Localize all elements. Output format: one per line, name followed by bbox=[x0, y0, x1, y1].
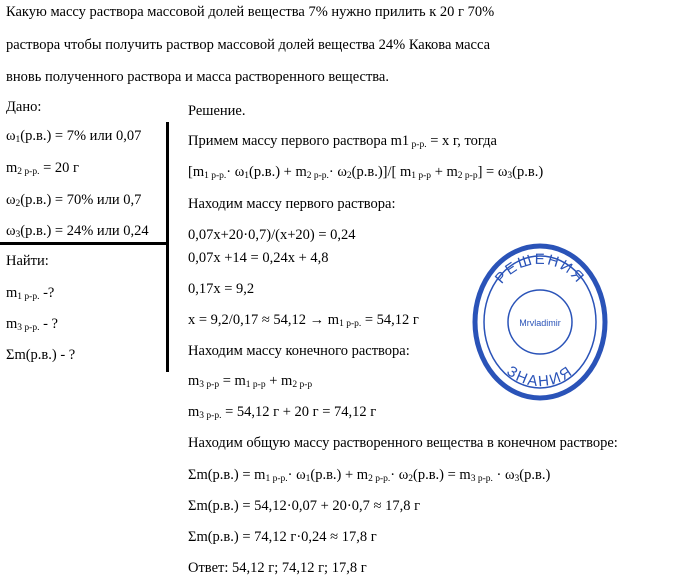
solution-step-14: Σm(р.в.) = 74,12 г·0,24 ≈ 17,8 г bbox=[188, 529, 377, 545]
stamp-seal bbox=[470, 242, 610, 402]
stamp-bottom-text: ЗНАНИЯ bbox=[503, 362, 577, 391]
given-w1: $\omega_1(р.в.) = 7\%$ или 0,07 bbox=[6, 128, 142, 145]
given-find-divider bbox=[0, 242, 168, 245]
solution-step-12: $\Sigma m(р.в.) = m_{1 р-р.}\cdot \omega_1(р.в.) + m_{2 р-р.}\cdot \omega_2(р.в.) = m_{3 р-р.} \cdot \omega_3(р.в.)$ bbox=[188, 467, 551, 484]
given-title: Дано: bbox=[6, 99, 42, 115]
stamp-top-text: РЕШЕНИЯ bbox=[491, 250, 589, 288]
solution-step-10: $m_{3 р-р.} = 54,12$ г + 20 г = 74,12 г bbox=[188, 404, 377, 421]
solution-step-4: 0,07х+20·0,7)/(х+20) = 0,24 bbox=[188, 227, 356, 243]
find-m3: $m_3$ $_{р-р.}$ - ? bbox=[6, 316, 58, 333]
solution-step-6: 0,17х = 9,2 bbox=[188, 281, 255, 297]
solution-title: Решение. bbox=[188, 103, 246, 119]
solution-step-1: Примем массу первого раствора m1 $_{р-р.}$ = х г, тогда bbox=[188, 133, 497, 150]
given-w3: $\omega_3(р.в.) = 24\%$ или 0,24 bbox=[6, 223, 149, 240]
find-m1: $m_1$ $_{р-р.}$ -? bbox=[6, 285, 55, 302]
solution-answer: Ответ: 54,12 г; 74,12 г; 17,8 г bbox=[188, 560, 367, 576]
given-w2: $\omega_2(р.в.) = 70\%$ или 0,7 bbox=[6, 192, 142, 209]
find-title: Найти: bbox=[6, 253, 49, 269]
problem-line-2: раствора чтобы получить раствор массовой долей вещества 24% Какова масса bbox=[6, 37, 491, 53]
given-m2: $m_2$ $_{р-р.}$ = 20 г bbox=[6, 160, 79, 177]
stamp-center-text: Mrvladimir bbox=[519, 318, 561, 328]
solution-step-2: $[m_{1 р-р.}\cdot \omega_1(р.в.) + m_{2 р-р.}\cdot \omega_2(р.в.)]/$[ $m_{1 р-р} + m_{2 р-р}] = \omega_3(р.в.)$ bbox=[188, 164, 544, 181]
solution-step-8: Находим массу конечного раствора: bbox=[188, 343, 410, 359]
problem-line-3: вновь полученного раствора и масса растворенного вещества. bbox=[6, 69, 389, 85]
find-sum: Σm(р.в.) - ? bbox=[6, 347, 76, 363]
solution-step-5: 0,07х +14 = 0,24х + 4,8 bbox=[188, 250, 329, 266]
solution-step-13: Σm(р.в.) = 54,12·0,07 + 20·0,7 ≈ 17,8 г bbox=[188, 498, 421, 514]
solution-step-11: Находим общую массу растворенного вещества в конечном растворе: bbox=[188, 435, 618, 451]
vertical-divider bbox=[166, 122, 169, 372]
solution-step-3: Находим массу первого раствора: bbox=[188, 196, 396, 212]
problem-line-1: Какую массу раствора массовой долей вещества 7% нужно прилить к 20 г 70% bbox=[6, 4, 495, 20]
solution-step-7: $х = 9,2/0,17 \approx 54,12 \to m_{1 р-р.} = 54,12$ г bbox=[188, 312, 419, 329]
solution-step-9: $m_{3 р-р} = m_{1 р-р} + m_{2 р-р}$ bbox=[188, 373, 313, 390]
